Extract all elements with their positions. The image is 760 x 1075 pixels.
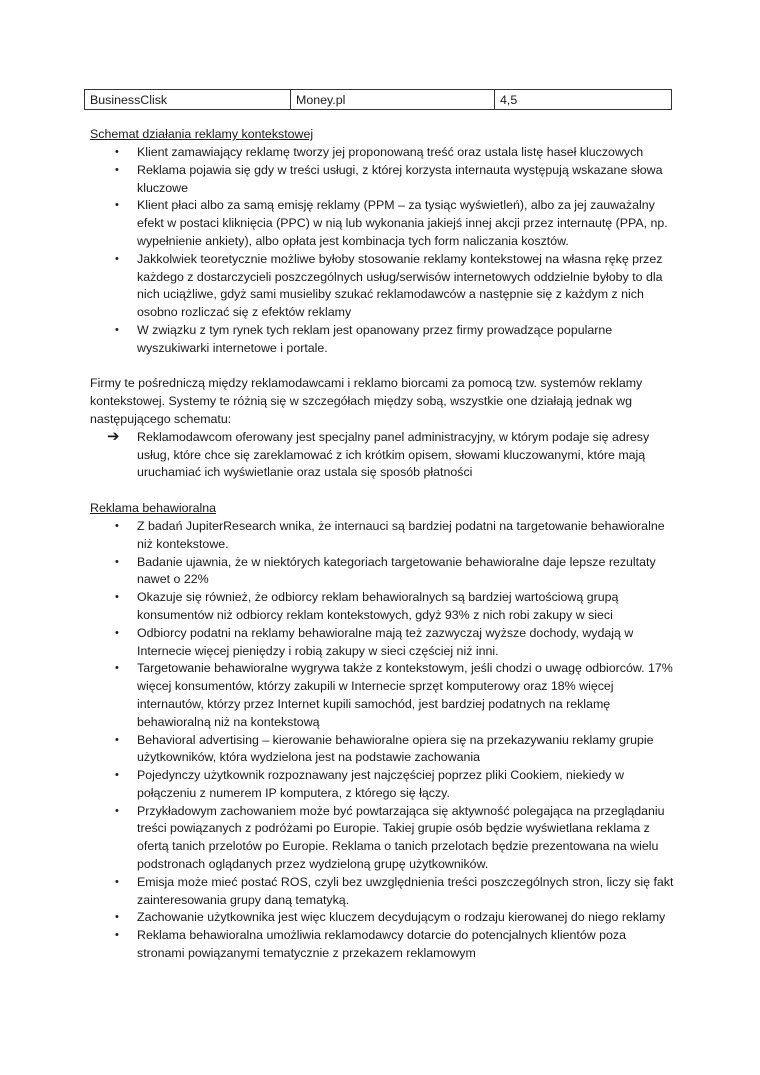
list-item-text: Z badań JupiterResearch wnika, że internauci są bardziej podatni na targetowanie behawioralne niż kontekstowe. [137,518,665,551]
bullet-icon: • [115,146,119,158]
list-item-text: Badanie ujawnia, że w niektórych kategoriach targetowanie behawioralne daje lepsze rezultaty nawet o 22% [137,554,656,587]
list-item [90,197,674,250]
list-item [90,625,674,661]
list-item-text: Pojedynczy użytkownik rozpoznawany jest najczęściej poprzez pliki Cookiem, niekiedy w połączeniu z numerem IP komputera, z którego się łączy. [137,768,624,800]
list-item [90,589,674,625]
section-heading-behavioral: Reklama behawioralna [90,500,217,515]
list-item [90,803,674,874]
table-row [85,90,672,110]
list-item-text: Okazuje się również, że odbiorcy reklam behawioralnych są bardziej wartościową grupą konsumentów niż odbiorcy reklam kontekstowych, gdyż 93% z nich robi zakupy w sieci [137,590,619,622]
list-item-text: Klient zamawiający reklamę tworzy jej proponowaną treść oraz ustala listę haseł kluczowych [137,145,644,159]
intermediaries-paragraph: Firmy te pośredniczą między reklamodawcami i reklamo biorcami za pomocą tzw. systemów reklamy kontekstowej. Systemy te różnią się w szczegółach między sobą, wszystkie one działają jednak wg następującego schematu: [90,376,643,426]
bullet-icon: • [115,733,119,746]
bullet-icon: • [115,519,119,532]
bullet-icon: • [115,662,119,675]
bullet-icon: • [115,769,119,782]
list-item-text: Behavioral advertising – kierowanie behawioralne opiera się na przekazywaniu reklamy grupie użytkowników, która wydzielona jest na podstawie zachowania [137,732,654,765]
list-item-text: Reklamodawcom oferowany jest specjalny panel administracyjny, w którym podaje się adresy usług, które chce się zareklamować z ich krótkim opisem, słowami kluczowanymi, które mają uruchamiać ich wyświetlanie oraz ustala się sposób płatności [137,429,650,480]
table-cell: BusinessClisk [85,90,291,110]
spacer [90,358,674,376]
bullet-icon: • [115,591,119,604]
spacer [90,482,674,500]
list-item-text: Zachowanie użytkownika jest więc kluczem decydującym o rodzaju kierowanej do niego reklamy [137,910,666,925]
bullet-icon: • [115,163,119,176]
bullet-icon: • [115,804,119,817]
list-item [90,554,674,590]
list-item [90,162,674,198]
list-item-text: Targetowanie behawioralne wygrywa także z kontekstowym, jeśli chodzi o uwagę odbiorców. 17% więcej konsumentów, którzy zakupili w Internecie sprzęt komputerowy oraz 18% więcej internautów, którzy przez Internet kupili samochód, jest bardziej podatnych na reklamę behawioralną niż na kontekstową [137,661,673,729]
bullet-icon: • [115,199,119,212]
bullet-icon: • [115,929,119,942]
document-body [90,126,674,963]
list-item-text: Reklama behawioralna umożliwia reklamodawcy dotarcie do potencjalnych klientów poza stronami powiązanymi tematycznie z przekazem reklamowym [137,928,626,961]
table-cell: 4,5 [495,90,672,110]
list-item [90,927,674,963]
list-item [90,767,674,803]
table-cell: Money.pl [291,90,495,110]
list-item-text: Jakkolwiek teoretycznie możliwe byłoby stosowanie reklamy kontekstowej na własna rękę przez każdego z dostarczycieli poszczególnych usług/serwisów internetowych oddzielnie byłoby to dla nich uciążliwe, gdyż sami musieliby szukać reklamodawców a następnie się z każdym z nich osobno rozliczać się z efektów reklamy [137,251,663,320]
list-item [90,874,674,910]
bullet-icon: • [115,555,119,568]
section-heading-contextual: Schemat działania reklamy kontekstowej [90,127,314,141]
list-item [90,909,674,927]
list-item [90,429,674,482]
list-item [90,518,674,554]
list-item-text: Emisja może mieć postać ROS, czyli bez uwzględnienia treści poszczególnych stron, liczy się fakt zainteresowania grupy daną tematyką. [137,874,674,907]
list-item-text: Przykładowym zachowaniem może być powtarzająca się aktywność polegająca na przeglądaniu treści powiązanych z podróżami po Europie. Takiej grupie osób będzie wyświetlana reklama z ofertą tanich przelotów po Europie. Reklama o tanich przelotach będzie prezentowana na wielu podstronach oglądanych przez wydzieloną grupę użytkowników. [137,803,665,872]
list-item-text: W związku z tym rynek tych reklam jest opanowany przez firmy prowadzące popularne wyszukiwarki internetowe i portale. [137,322,613,355]
arrow-right-icon: ➔ [107,427,120,445]
list-item-text: Odbiorcy podatni na reklamy behawioralne mają też zazwyczaj wyższe dochody, wydają w Internecie więcej pieniędzy i robią zakupy w sieci częściej niż inni. [137,625,634,658]
bullet-icon: • [115,323,119,336]
list-item-text: Klient płaci albo za samą emisję reklamy (PPM – za tysiąc wyświetleń), albo za jej zauważalny efekt w postaci kliknięcia (PPC) w nią lub wykonania jakiejś innej akcji przez internautę (PPA, np. wypełnienie ankiety), albo opłata jest kombinacja tych form naliczania kosztów. [137,198,668,248]
bullet-icon: • [115,875,119,888]
list-item-text: Reklama pojawia się gdy w treści usługi, z której korzysta internauta występują wskazane słowa kluczowe [137,162,663,195]
bullet-icon: • [115,252,119,265]
list-item [90,322,674,358]
list-item [90,660,674,731]
list-item [90,251,674,322]
arrow-list [90,429,674,482]
bullet-icon: • [115,911,119,924]
bullet-icon: • [115,626,119,639]
list-item [90,144,674,162]
bullet-list-behavioral [90,518,674,963]
list-item [90,732,674,768]
bullet-list-contextual [90,144,674,358]
data-table [84,89,672,110]
